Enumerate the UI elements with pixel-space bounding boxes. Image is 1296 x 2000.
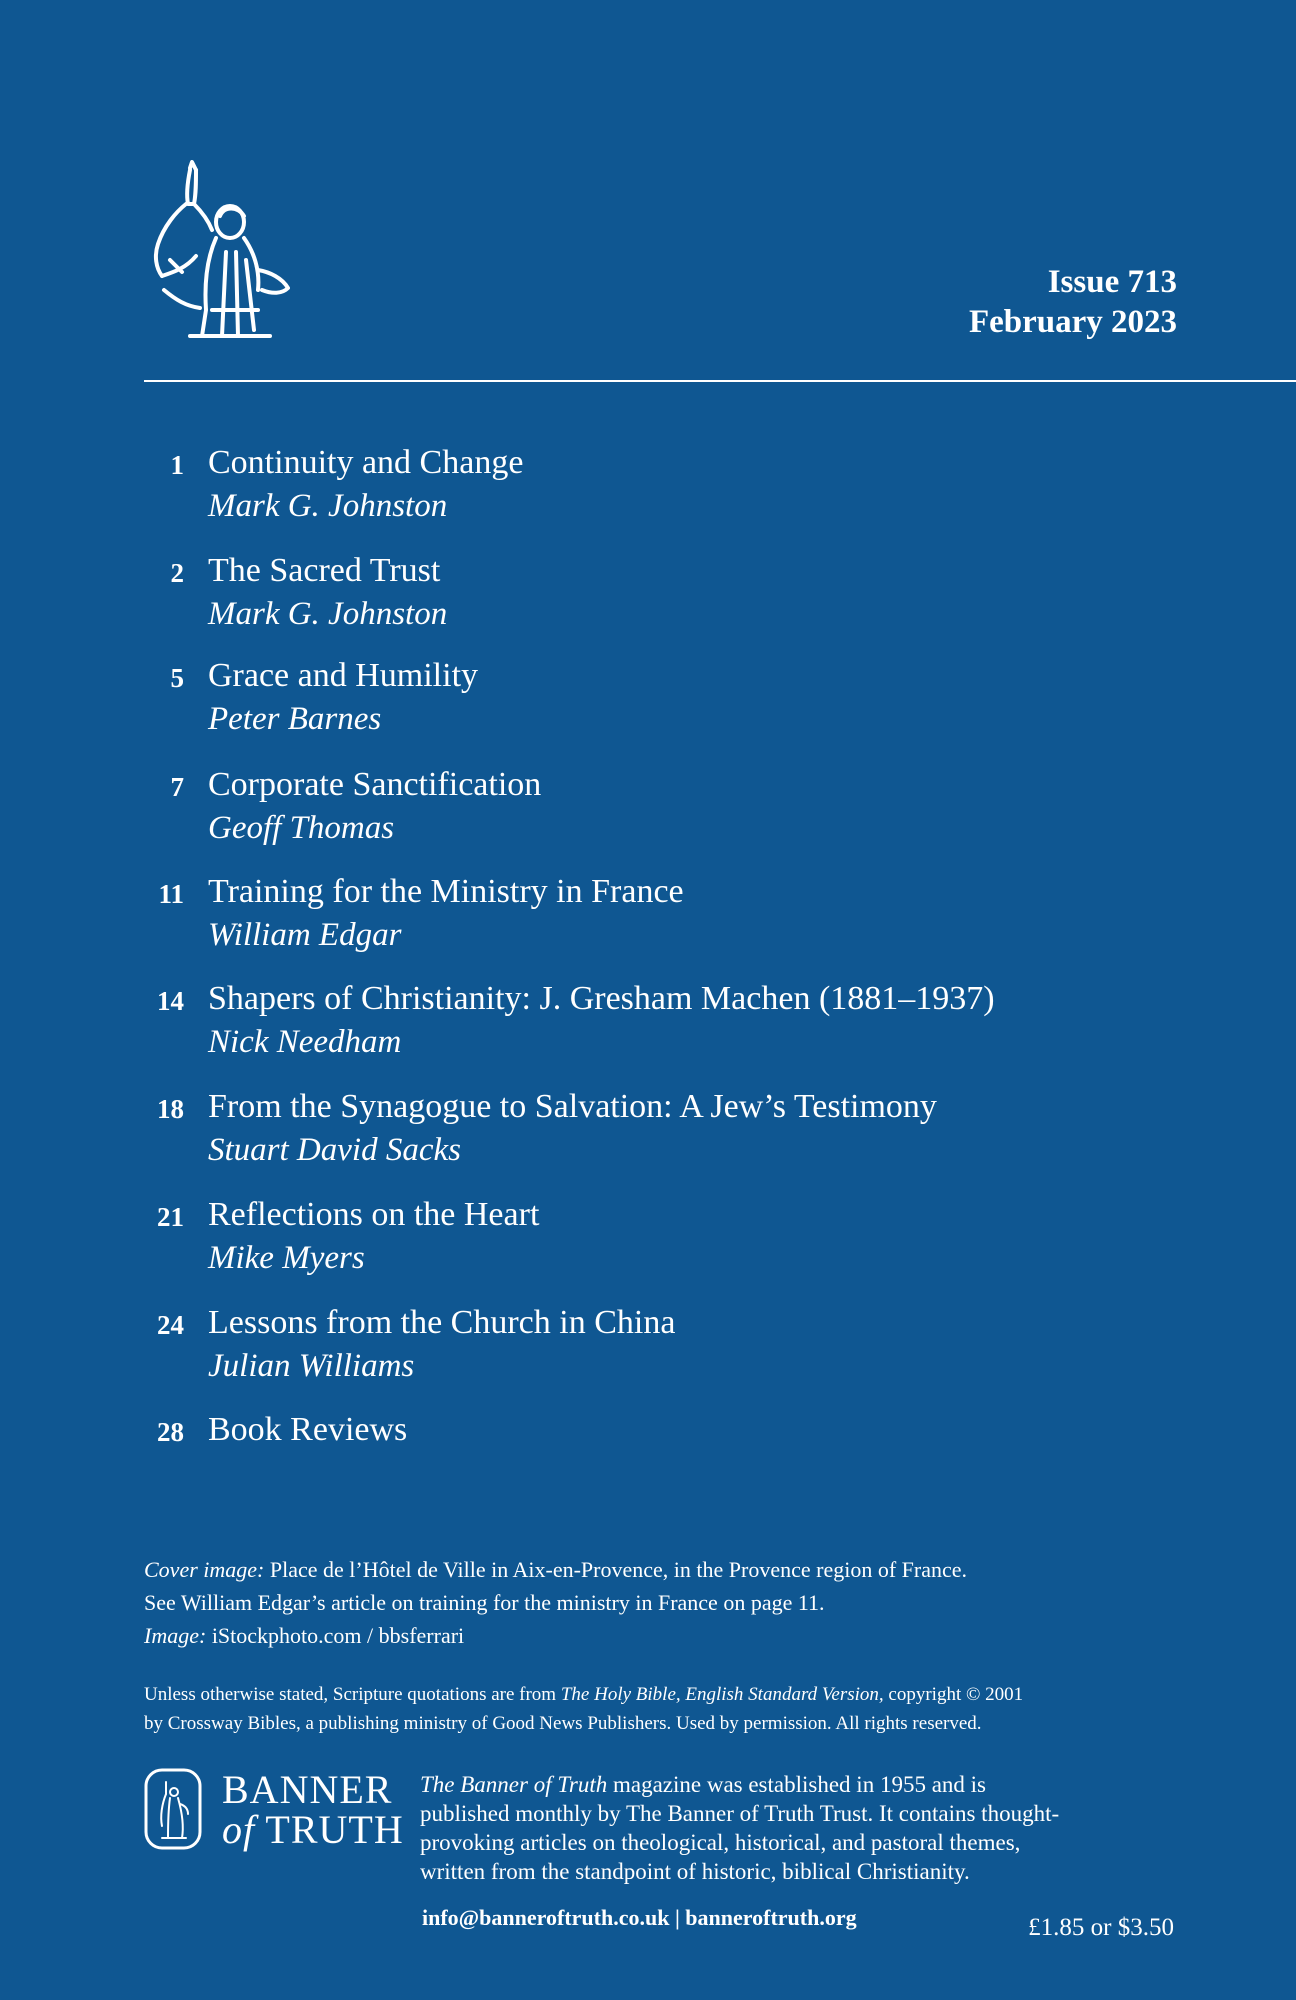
toc-page-number: 1 [170, 450, 184, 480]
image-credit-label: Image: [144, 1623, 207, 1648]
brand-of: of [222, 1807, 256, 1852]
scripture-suffix: copyright © 2001 [883, 1684, 1024, 1705]
header-divider [144, 380, 1296, 382]
toc-article-title: From the Synagogue to Salvation: A Jew’s Testimony [208, 1088, 937, 1125]
toc-article-title: Training for the Ministry in France [208, 873, 684, 910]
brand-truth: TRUTH [255, 1807, 404, 1852]
about-line4: written from the standpoint of historic, biblical Christianity. [420, 1859, 970, 1884]
toc-article-title: Corporate Sanctification [208, 766, 542, 803]
cover-image-text: Place de l’Hôtel de Ville in Aix-en-Provence, in the Provence region of France. [264, 1557, 968, 1582]
toc-article-title: Lessons from the Church in China [208, 1304, 676, 1341]
issue-date: February 2023 [968, 304, 1177, 340]
toc-article-title: Continuity and Change [208, 444, 524, 481]
toc-page-number: 24 [157, 1310, 184, 1340]
toc-article-author: Mark G. Johnston [208, 488, 448, 524]
toc-article-author: Peter Barnes [208, 701, 382, 737]
toc-article-author: Mike Myers [208, 1240, 365, 1276]
image-credit: iStockphoto.com / bbsferrari [206, 1623, 465, 1648]
toc-article-author: Mark G. Johnston [208, 596, 448, 632]
toc-page-number: 5 [170, 663, 184, 693]
about-line2: published monthly by The Banner of Truth Trust. It contains thought- [420, 1801, 1060, 1826]
toc-page-number: 11 [158, 879, 184, 909]
scripture-prefix: Unless otherwise stated, Scripture quotations are from [144, 1684, 561, 1705]
toc-article-title: Grace and Humility [208, 657, 479, 694]
toc-page-number: 21 [157, 1202, 184, 1232]
contact-website[interactable]: banneroftruth.org [685, 1905, 857, 1930]
toc-article-author: Stuart David Sacks [208, 1132, 461, 1168]
cover-image-line2: See William Edgar’s article on training for the ministry in France on page 11. [144, 1590, 825, 1615]
toc-article-author: Geoff Thomas [208, 810, 395, 846]
cover-image-label: Cover image: [144, 1557, 265, 1582]
issue-info [969, 262, 1177, 342]
toc-article-title: The Sacred Trust [208, 552, 441, 589]
cover-image-note [144, 1553, 967, 1652]
toc-page-number: 7 [170, 772, 184, 802]
contact-info [422, 1905, 857, 1931]
scripture-line2: by Crossway Bibles, a publishing ministry of Good News Publishers. Used by permission. All rights reserved. [144, 1713, 982, 1734]
toc-article-author: Nick Needham [208, 1024, 402, 1060]
issue-number: Issue 713 [1047, 264, 1177, 300]
toc-article-author: William Edgar [208, 917, 402, 953]
banner-of-truth-figure-icon [144, 1768, 202, 1850]
toc-article-title: Reflections on the Heart [208, 1196, 540, 1233]
scripture-notice [144, 1680, 1023, 1738]
toc-page-number: 18 [157, 1094, 184, 1124]
contact-separator: | [669, 1905, 686, 1930]
brand-banner: BANNER [222, 1767, 393, 1812]
toc-page-number: 14 [157, 986, 184, 1016]
price: £1.85 or $3.50 [1028, 1914, 1174, 1941]
about-line3: provoking articles on theological, historical, and pastoral themes, [420, 1830, 1021, 1855]
about-line1: magazine was established in 1955 and is [607, 1772, 986, 1797]
about-magazine [420, 1770, 1059, 1886]
brand-wordmark [222, 1767, 404, 1852]
toc-article-title: Book Reviews [208, 1411, 408, 1448]
statue-logo-icon [150, 160, 300, 340]
scripture-version: The Holy Bible, English Standard Version, [560, 1684, 884, 1705]
toc-page-number: 28 [157, 1417, 184, 1447]
magazine-name: The Banner of Truth [420, 1772, 608, 1797]
contact-email[interactable]: info@banneroftruth.co.uk [422, 1905, 670, 1930]
toc-page-number: 2 [170, 558, 184, 588]
toc-article-title: Shapers of Christianity: J. Gresham Machen (1881–1937) [208, 980, 995, 1017]
toc-article-author: Julian Williams [208, 1348, 415, 1384]
